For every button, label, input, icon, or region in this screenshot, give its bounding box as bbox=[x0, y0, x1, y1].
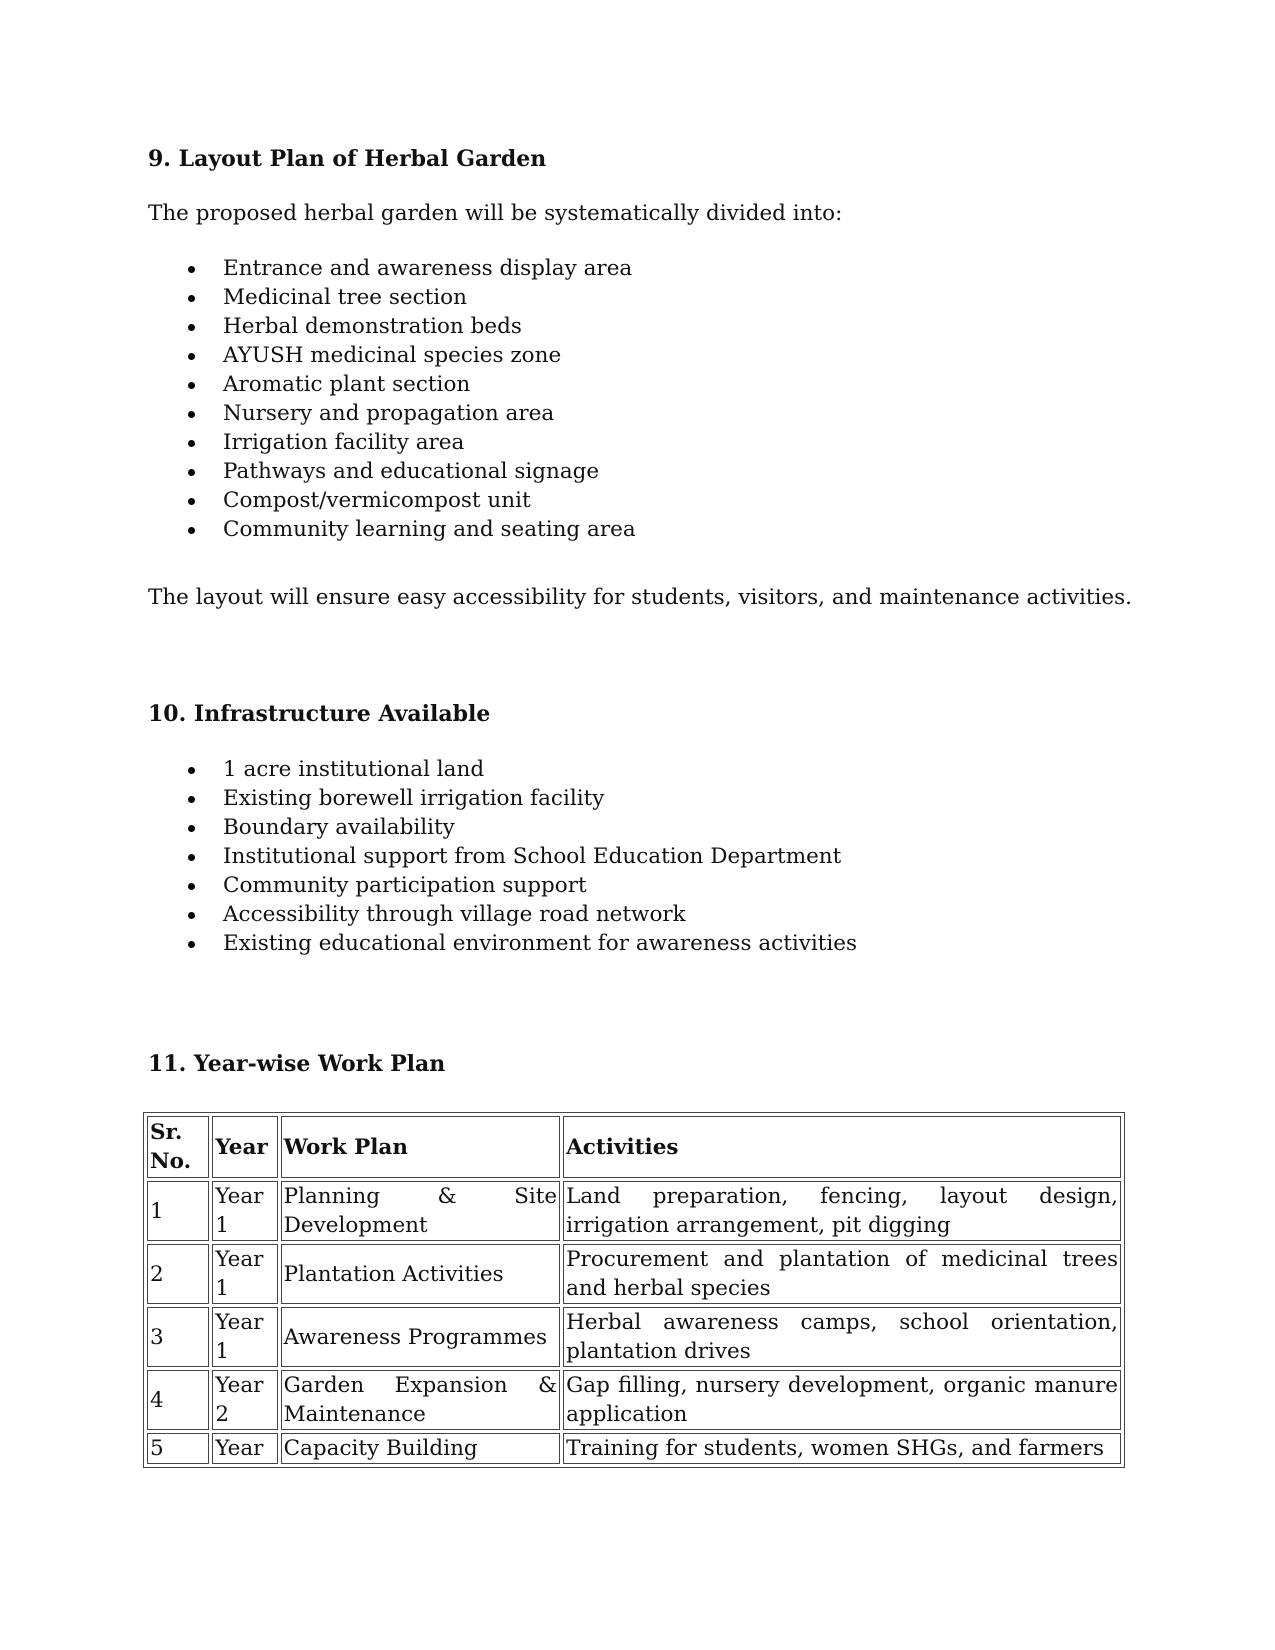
list-item: Nursery and propagation area bbox=[148, 399, 636, 428]
cell-work-plan: Garden Expansion & Maintenance bbox=[281, 1370, 560, 1430]
list-item: Accessibility through village road network bbox=[148, 900, 857, 929]
header-work-plan: Work Plan bbox=[281, 1116, 560, 1178]
cell-year: Year 1 bbox=[212, 1244, 277, 1304]
cell-activities: Procurement and plantation of medicinal trees and herbal species bbox=[563, 1244, 1121, 1304]
cell-year: Year 2 bbox=[212, 1370, 277, 1430]
cell-work-plan: Plantation Activities bbox=[281, 1244, 560, 1304]
cell-work-plan: Planning & Site Development bbox=[281, 1181, 560, 1241]
section-10-list bbox=[148, 755, 857, 958]
list-item: 1 acre institutional land bbox=[148, 755, 857, 784]
cell-sr-no: 1 bbox=[147, 1181, 209, 1241]
section-9-closing: The layout will ensure easy accessibility for students, visitors, and maintenance activities. bbox=[148, 585, 1133, 610]
header-year: Year bbox=[212, 1116, 277, 1178]
list-item: Existing educational environment for awareness activities bbox=[148, 929, 857, 958]
cell-sr-no: 2 bbox=[147, 1244, 209, 1304]
cell-year: Year bbox=[212, 1433, 277, 1464]
cell-sr-no: 3 bbox=[147, 1307, 209, 1367]
cell-work-plan: Capacity Building bbox=[281, 1433, 560, 1464]
table-row bbox=[147, 1307, 1121, 1367]
table-row bbox=[147, 1433, 1121, 1464]
cell-sr-no: 4 bbox=[147, 1370, 209, 1430]
cell-activities: Herbal awareness camps, school orientation, plantation drives bbox=[563, 1307, 1121, 1367]
table-header-row bbox=[147, 1116, 1121, 1178]
list-item: Pathways and educational signage bbox=[148, 457, 636, 486]
list-item: AYUSH medicinal species zone bbox=[148, 341, 636, 370]
table-row bbox=[147, 1181, 1121, 1241]
list-item: Herbal demonstration beds bbox=[148, 312, 636, 341]
list-item: Institutional support from School Education Department bbox=[148, 842, 857, 871]
cell-sr-no: 5 bbox=[147, 1433, 209, 1464]
section-9-intro: The proposed herbal garden will be systematically divided into: bbox=[148, 201, 843, 226]
cell-year: Year 1 bbox=[212, 1307, 277, 1367]
section-9-list bbox=[148, 254, 636, 544]
cell-work-plan: Awareness Programmes bbox=[281, 1307, 560, 1367]
list-item: Medicinal tree section bbox=[148, 283, 636, 312]
section-10-heading: 10. Infrastructure Available bbox=[148, 701, 491, 727]
list-item: Existing borewell irrigation facility bbox=[148, 784, 857, 813]
cell-year: Year 1 bbox=[212, 1181, 277, 1241]
list-item: Aromatic plant section bbox=[148, 370, 636, 399]
list-item: Compost/vermicompost unit bbox=[148, 486, 636, 515]
section-11-heading: 11. Year-wise Work Plan bbox=[148, 1051, 446, 1077]
list-item: Entrance and awareness display area bbox=[148, 254, 636, 283]
header-sr-no: Sr. No. bbox=[147, 1116, 209, 1178]
header-activities: Activities bbox=[563, 1116, 1121, 1178]
list-item: Irrigation facility area bbox=[148, 428, 636, 457]
cell-activities: Training for students, women SHGs, and farmers bbox=[563, 1433, 1121, 1464]
table-row bbox=[147, 1370, 1121, 1430]
list-item: Community participation support bbox=[148, 871, 857, 900]
section-9-heading: 9. Layout Plan of Herbal Garden bbox=[148, 146, 547, 172]
cell-activities: Gap filling, nursery development, organic manure application bbox=[563, 1370, 1121, 1430]
cell-activities: Land preparation, fencing, layout design, irrigation arrangement, pit digging bbox=[563, 1181, 1121, 1241]
work-plan-table bbox=[143, 1112, 1125, 1468]
list-item: Community learning and seating area bbox=[148, 515, 636, 544]
table-row bbox=[147, 1244, 1121, 1304]
list-item: Boundary availability bbox=[148, 813, 857, 842]
